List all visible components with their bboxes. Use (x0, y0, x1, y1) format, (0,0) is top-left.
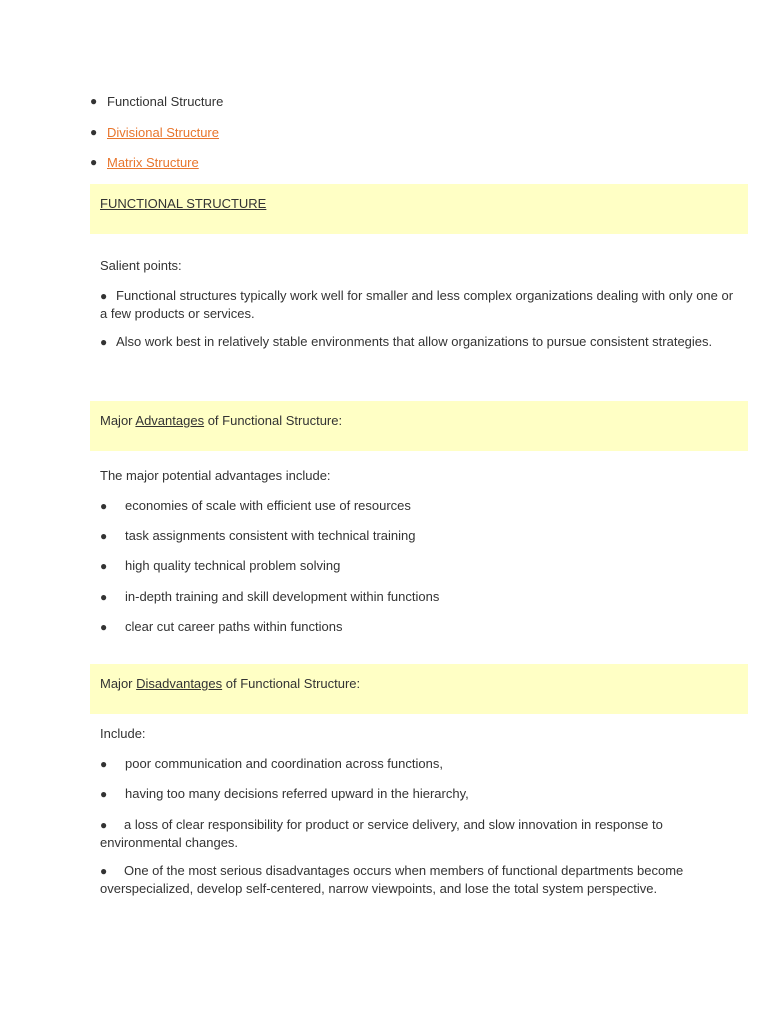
disadvantage-text: poor communication and coordination across functions, (125, 756, 443, 771)
list-item (100, 527, 415, 545)
nav-item-functional (90, 93, 223, 124)
disadvantages-heading-suffix: of Functional Structure: (222, 676, 361, 691)
list-item (100, 618, 343, 636)
list-item (100, 816, 740, 851)
disadvantage-text: having too many decisions referred upward in the hierarchy, (125, 786, 469, 801)
functional-heading: FUNCTIONAL STRUCTURE (100, 196, 267, 211)
nav-item-divisional[interactable] (90, 124, 223, 155)
advantages-heading-prefix: Major (100, 413, 136, 428)
disadvantages-intro: Include: (100, 726, 146, 741)
advantage-text: clear cut career paths within functions (125, 619, 343, 634)
list-item (100, 557, 340, 575)
salient-point (100, 287, 740, 322)
list-item (100, 785, 469, 803)
nav-item-matrix[interactable] (90, 154, 223, 185)
disadvantages-heading-link: Disadvantages (136, 676, 223, 691)
advantages-heading-link: Advantages (135, 413, 205, 428)
bullet-icon: ● (100, 590, 108, 604)
matrix-structure-link[interactable]: Matrix Structure (107, 155, 199, 170)
bullet-icon: ● (100, 620, 108, 634)
list-item (100, 862, 740, 897)
list-item (100, 588, 439, 606)
bullet-icon: ● (100, 335, 108, 349)
divisional-structure-link[interactable]: Divisional Structure (107, 124, 219, 140)
advantages-heading-suffix: of Functional Structure: (204, 413, 343, 428)
bullet-icon: ● (90, 94, 98, 108)
bullet-icon: ● (90, 124, 98, 139)
list-item (100, 497, 411, 515)
list-item (100, 755, 443, 773)
salient-point-text: Functional structures typically work well for smaller and less complex organizations dealing with only one or a few products or services. (100, 288, 734, 321)
advantages-heading-band (90, 401, 748, 451)
bullet-icon: ● (100, 787, 108, 801)
advantages-intro: The major potential advantages include: (100, 468, 331, 483)
disadvantages-heading-prefix: Major (100, 676, 137, 691)
salient-point-text: Also work best in relatively stable environments that allow organizations to pursue consistent strategies. (116, 334, 713, 349)
advantage-text: in-depth training and skill development within functions (125, 589, 440, 604)
bullet-icon: ● (90, 155, 98, 169)
salient-points-label: Salient points: (100, 258, 182, 273)
bullet-icon: ● (100, 499, 108, 513)
advantages-heading (100, 412, 342, 429)
salient-point (100, 333, 740, 351)
disadvantage-text: One of the most serious disadvantages occurs when members of functional departments become overspecialized, develop self-centered, narrow viewpoints, and lose the total system perspective. (100, 863, 684, 896)
disadvantages-heading-band (90, 664, 748, 714)
bullet-icon: ● (100, 529, 108, 543)
bullet-icon: ● (100, 818, 108, 832)
advantage-text: high quality technical problem solving (125, 558, 341, 573)
advantage-text: economies of scale with efficient use of resources (125, 498, 411, 513)
functional-heading-band (90, 184, 748, 234)
bullet-icon: ● (100, 289, 108, 303)
nav-item-label: Functional Structure (107, 94, 224, 109)
disadvantage-text: a loss of clear responsibility for product or service delivery, and slow innovation in response to environmental changes. (100, 817, 663, 850)
advantage-text: task assignments consistent with technical training (125, 528, 416, 543)
bullet-icon: ● (100, 559, 108, 573)
disadvantages-heading (100, 675, 360, 692)
bullet-icon: ● (100, 864, 108, 878)
structure-nav-list (90, 93, 223, 185)
bullet-icon: ● (100, 757, 108, 771)
